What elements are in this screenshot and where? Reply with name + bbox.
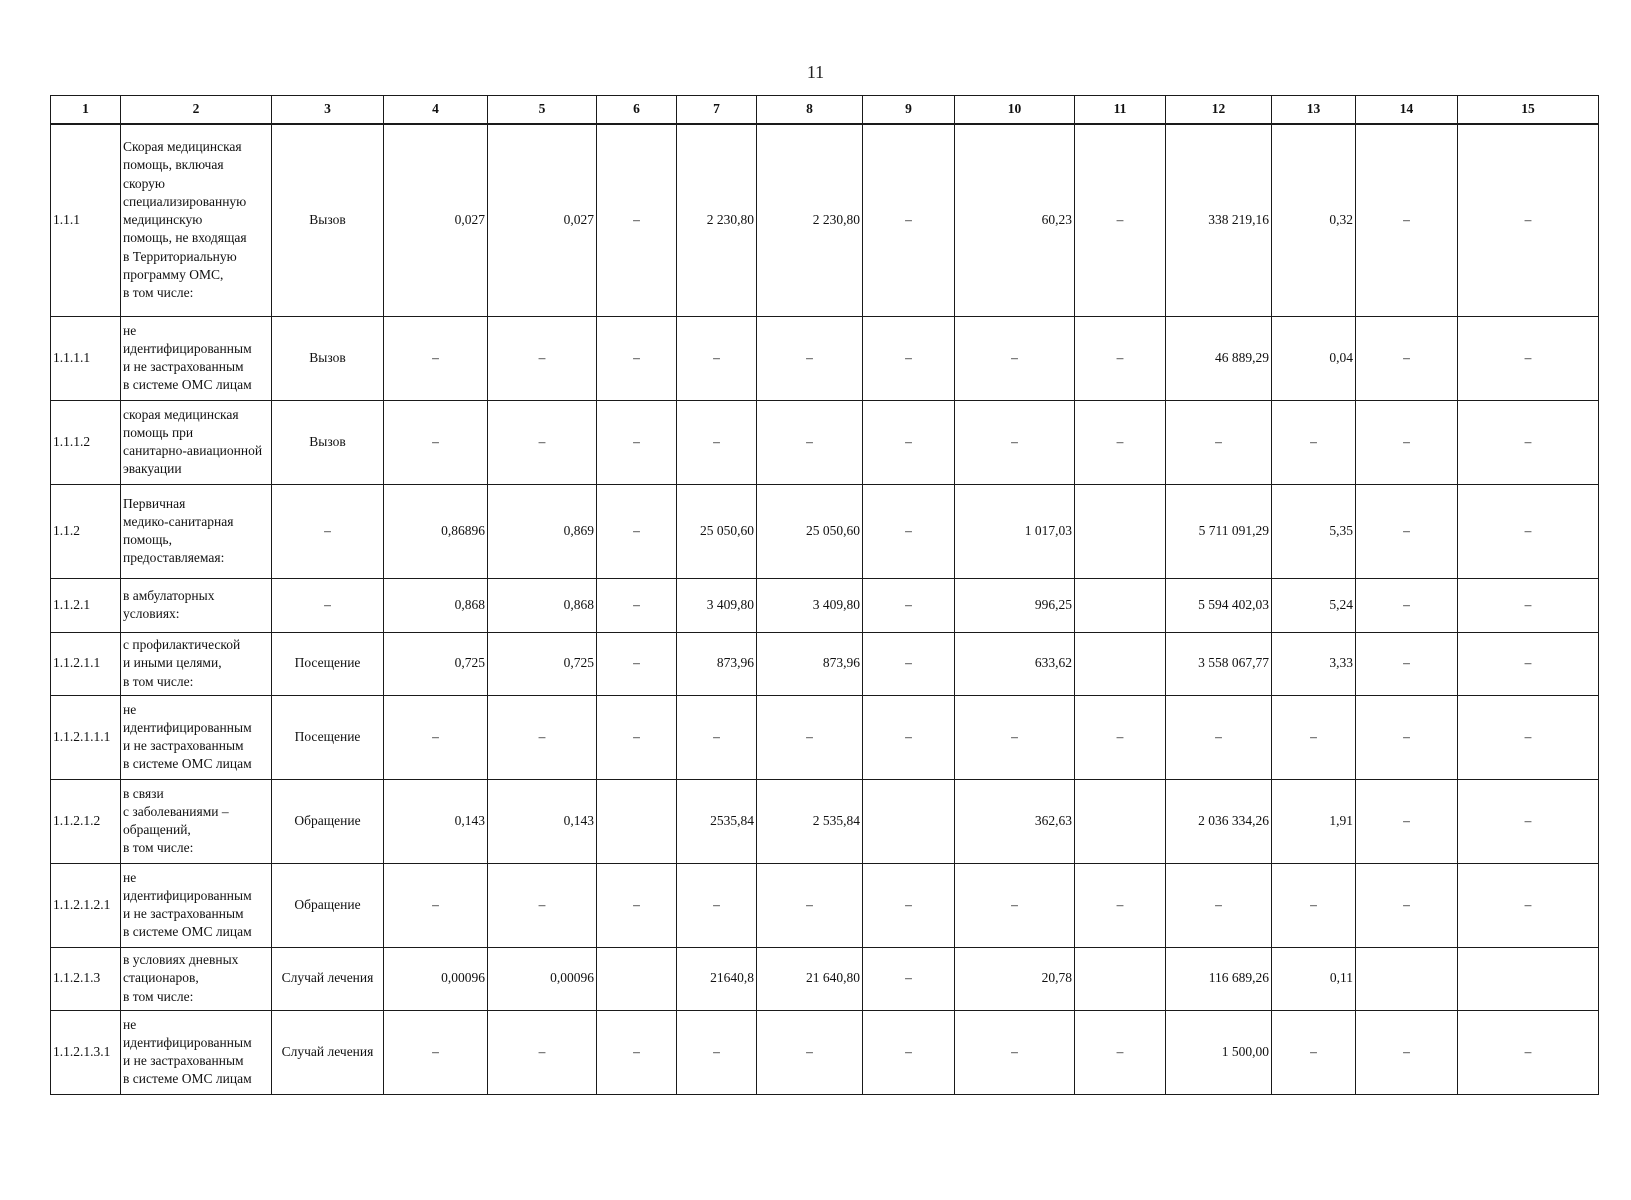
- value-cell: –: [1458, 863, 1599, 947]
- value-cell: –: [955, 316, 1075, 400]
- value-cell: 5 594 402,03: [1166, 578, 1272, 632]
- column-header: 11: [1075, 96, 1166, 125]
- unit-cell: –: [272, 484, 384, 578]
- value-cell: 60,23: [955, 124, 1075, 316]
- value-cell: –: [863, 632, 955, 695]
- value-cell: –: [863, 316, 955, 400]
- column-header: 8: [757, 96, 863, 125]
- column-header: 6: [597, 96, 677, 125]
- value-cell: [1075, 484, 1166, 578]
- value-cell: 2 230,80: [677, 124, 757, 316]
- value-cell: –: [1458, 779, 1599, 863]
- row-name-cell: с профилактической и иными целями, в том числе:: [121, 632, 272, 695]
- column-header: 3: [272, 96, 384, 125]
- value-cell: 2 036 334,26: [1166, 779, 1272, 863]
- value-cell: –: [863, 400, 955, 484]
- row-code-cell: 1.1.1.1: [51, 316, 121, 400]
- value-cell: 3 409,80: [677, 578, 757, 632]
- row-name-cell: не идентифицированным и не застрахованным в системе ОМС лицам: [121, 1010, 272, 1094]
- row-name-cell: Первичная медико-санитарная помощь, предоставляемая:: [121, 484, 272, 578]
- value-cell: –: [1075, 400, 1166, 484]
- value-cell: [1458, 947, 1599, 1010]
- value-cell: [1075, 947, 1166, 1010]
- value-cell: –: [757, 1010, 863, 1094]
- value-cell: 0,143: [384, 779, 488, 863]
- value-cell: –: [1356, 779, 1458, 863]
- value-cell: –: [1356, 695, 1458, 779]
- value-cell: –: [597, 578, 677, 632]
- value-cell: –: [597, 316, 677, 400]
- value-cell: 362,63: [955, 779, 1075, 863]
- value-cell: –: [597, 484, 677, 578]
- value-cell: –: [677, 1010, 757, 1094]
- table-row: [51, 578, 1599, 632]
- value-cell: –: [1166, 695, 1272, 779]
- value-cell: –: [384, 400, 488, 484]
- unit-cell: Случай лечения: [272, 947, 384, 1010]
- value-cell: –: [488, 695, 597, 779]
- value-cell: –: [597, 1010, 677, 1094]
- value-cell: –: [384, 863, 488, 947]
- value-cell: –: [1356, 400, 1458, 484]
- value-cell: 25 050,60: [757, 484, 863, 578]
- table-row: [51, 863, 1599, 947]
- value-cell: –: [1075, 1010, 1166, 1094]
- value-cell: 5,24: [1272, 578, 1356, 632]
- row-name-cell: в амбулаторных условиях:: [121, 578, 272, 632]
- value-cell: 0,86896: [384, 484, 488, 578]
- value-cell: –: [1166, 863, 1272, 947]
- row-code-cell: 1.1.2.1.1: [51, 632, 121, 695]
- value-cell: 1,91: [1272, 779, 1356, 863]
- row-code-cell: 1.1.2.1.3: [51, 947, 121, 1010]
- value-cell: –: [677, 695, 757, 779]
- value-cell: [597, 947, 677, 1010]
- value-cell: 0,725: [384, 632, 488, 695]
- unit-cell: –: [272, 578, 384, 632]
- row-code-cell: 1.1.2.1: [51, 578, 121, 632]
- value-cell: 0,00096: [384, 947, 488, 1010]
- value-cell: –: [488, 316, 597, 400]
- value-cell: –: [1272, 863, 1356, 947]
- value-cell: 338 219,16: [1166, 124, 1272, 316]
- row-code-cell: 1.1.1: [51, 124, 121, 316]
- value-cell: –: [1458, 316, 1599, 400]
- value-cell: 0,725: [488, 632, 597, 695]
- value-cell: –: [1356, 124, 1458, 316]
- unit-cell: Посещение: [272, 632, 384, 695]
- row-code-cell: 1.1.2.1.2: [51, 779, 121, 863]
- unit-cell: Вызов: [272, 400, 384, 484]
- column-header: 10: [955, 96, 1075, 125]
- value-cell: 2 535,84: [757, 779, 863, 863]
- value-cell: [1356, 947, 1458, 1010]
- row-name-cell: не идентифицированным и не застрахованным в системе ОМС лицам: [121, 863, 272, 947]
- value-cell: –: [1356, 632, 1458, 695]
- table-row: [51, 947, 1599, 1010]
- value-cell: –: [677, 316, 757, 400]
- value-cell: 633,62: [955, 632, 1075, 695]
- table-row: [51, 400, 1599, 484]
- value-cell: –: [1272, 400, 1356, 484]
- value-cell: 0,027: [384, 124, 488, 316]
- value-cell: [1075, 632, 1166, 695]
- value-cell: 0,869: [488, 484, 597, 578]
- value-cell: –: [677, 400, 757, 484]
- column-header: 13: [1272, 96, 1356, 125]
- value-cell: –: [1075, 316, 1166, 400]
- row-name-cell: не идентифицированным и не застрахованным в системе ОМС лицам: [121, 695, 272, 779]
- table-row: [51, 779, 1599, 863]
- row-name-cell: Скорая медицинская помощь, включая скорую специализированную медицинскую помощь, не входящая в Территориальную программу ОМС, в том числе:: [121, 124, 272, 316]
- value-cell: 3 409,80: [757, 578, 863, 632]
- value-cell: –: [757, 695, 863, 779]
- value-cell: [597, 779, 677, 863]
- column-header: 2: [121, 96, 272, 125]
- value-cell: –: [1272, 1010, 1356, 1094]
- value-cell: –: [1075, 124, 1166, 316]
- table-row: [51, 1010, 1599, 1094]
- value-cell: –: [1356, 863, 1458, 947]
- value-cell: [1075, 578, 1166, 632]
- value-cell: 21 640,80: [757, 947, 863, 1010]
- value-cell: 0,04: [1272, 316, 1356, 400]
- column-header: 9: [863, 96, 955, 125]
- value-cell: 5 711 091,29: [1166, 484, 1272, 578]
- value-cell: 0,00096: [488, 947, 597, 1010]
- value-cell: –: [597, 124, 677, 316]
- table-row: [51, 695, 1599, 779]
- value-cell: –: [1075, 863, 1166, 947]
- value-cell: –: [1075, 695, 1166, 779]
- value-cell: –: [1166, 400, 1272, 484]
- row-name-cell: не идентифицированным и не застрахованным в системе ОМС лицам: [121, 316, 272, 400]
- page-number: 11: [806, 62, 825, 82]
- value-cell: –: [597, 695, 677, 779]
- value-cell: 20,78: [955, 947, 1075, 1010]
- row-name-cell: в условиях дневных стационаров, в том числе:: [121, 947, 272, 1010]
- header-row: [51, 96, 1599, 125]
- value-cell: 25 050,60: [677, 484, 757, 578]
- value-cell: –: [384, 1010, 488, 1094]
- row-name-cell: в связи с заболеваниями – обращений, в том числе:: [121, 779, 272, 863]
- value-cell: –: [863, 695, 955, 779]
- value-cell: 873,96: [757, 632, 863, 695]
- column-header: 1: [51, 96, 121, 125]
- value-cell: –: [677, 863, 757, 947]
- value-cell: –: [1356, 484, 1458, 578]
- value-cell: –: [863, 863, 955, 947]
- unit-cell: Посещение: [272, 695, 384, 779]
- value-cell: 46 889,29: [1166, 316, 1272, 400]
- row-name-cell: скорая медицинская помощь при санитарно-авиационной эвакуации: [121, 400, 272, 484]
- value-cell: –: [863, 578, 955, 632]
- unit-cell: Вызов: [272, 316, 384, 400]
- value-cell: –: [1356, 578, 1458, 632]
- table-row: [51, 124, 1599, 316]
- table-row: [51, 632, 1599, 695]
- column-header: 7: [677, 96, 757, 125]
- unit-cell: Случай лечения: [272, 1010, 384, 1094]
- unit-cell: Вызов: [272, 124, 384, 316]
- value-cell: 3,33: [1272, 632, 1356, 695]
- value-cell: –: [863, 484, 955, 578]
- value-cell: –: [597, 863, 677, 947]
- row-code-cell: 1.1.2.1.2.1: [51, 863, 121, 947]
- value-cell: 0,143: [488, 779, 597, 863]
- value-cell: 0,027: [488, 124, 597, 316]
- value-cell: 2 230,80: [757, 124, 863, 316]
- table-row: [51, 316, 1599, 400]
- column-header: 14: [1356, 96, 1458, 125]
- value-cell: 873,96: [677, 632, 757, 695]
- table-row: [51, 484, 1599, 578]
- value-cell: [863, 779, 955, 863]
- unit-cell: Обращение: [272, 863, 384, 947]
- value-cell: 2535,84: [677, 779, 757, 863]
- value-cell: –: [1458, 578, 1599, 632]
- value-cell: –: [863, 947, 955, 1010]
- column-header: 4: [384, 96, 488, 125]
- value-cell: 5,35: [1272, 484, 1356, 578]
- value-cell: –: [757, 316, 863, 400]
- value-cell: 0,32: [1272, 124, 1356, 316]
- value-cell: –: [1458, 632, 1599, 695]
- value-cell: –: [488, 400, 597, 484]
- row-code-cell: 1.1.2: [51, 484, 121, 578]
- value-cell: –: [488, 1010, 597, 1094]
- value-cell: –: [955, 400, 1075, 484]
- value-cell: –: [597, 632, 677, 695]
- unit-cell: Обращение: [272, 779, 384, 863]
- column-header: 5: [488, 96, 597, 125]
- value-cell: –: [1458, 695, 1599, 779]
- value-cell: –: [863, 1010, 955, 1094]
- value-cell: –: [488, 863, 597, 947]
- value-cell: –: [384, 695, 488, 779]
- row-code-cell: 1.1.2.1.3.1: [51, 1010, 121, 1094]
- value-cell: –: [1458, 484, 1599, 578]
- value-cell: –: [955, 863, 1075, 947]
- value-cell: –: [1272, 695, 1356, 779]
- value-cell: –: [955, 695, 1075, 779]
- value-cell: 3 558 067,77: [1166, 632, 1272, 695]
- value-cell: –: [1356, 1010, 1458, 1094]
- value-cell: –: [955, 1010, 1075, 1094]
- value-cell: 0,868: [384, 578, 488, 632]
- value-cell: 996,25: [955, 578, 1075, 632]
- value-cell: –: [757, 863, 863, 947]
- value-cell: 1 500,00: [1166, 1010, 1272, 1094]
- value-cell: –: [384, 316, 488, 400]
- row-code-cell: 1.1.2.1.1.1: [51, 695, 121, 779]
- value-cell: –: [1356, 316, 1458, 400]
- row-code-cell: 1.1.1.2: [51, 400, 121, 484]
- value-cell: 116 689,26: [1166, 947, 1272, 1010]
- value-cell: –: [757, 400, 863, 484]
- value-cell: [1075, 779, 1166, 863]
- value-cell: –: [863, 124, 955, 316]
- value-cell: –: [1458, 1010, 1599, 1094]
- column-header: 12: [1166, 96, 1272, 125]
- data-table: [50, 95, 1599, 1095]
- value-cell: 21640,8: [677, 947, 757, 1010]
- value-cell: –: [1458, 124, 1599, 316]
- value-cell: –: [597, 400, 677, 484]
- value-cell: 0,868: [488, 578, 597, 632]
- value-cell: –: [1458, 400, 1599, 484]
- value-cell: 1 017,03: [955, 484, 1075, 578]
- value-cell: 0,11: [1272, 947, 1356, 1010]
- column-header: 15: [1458, 96, 1599, 125]
